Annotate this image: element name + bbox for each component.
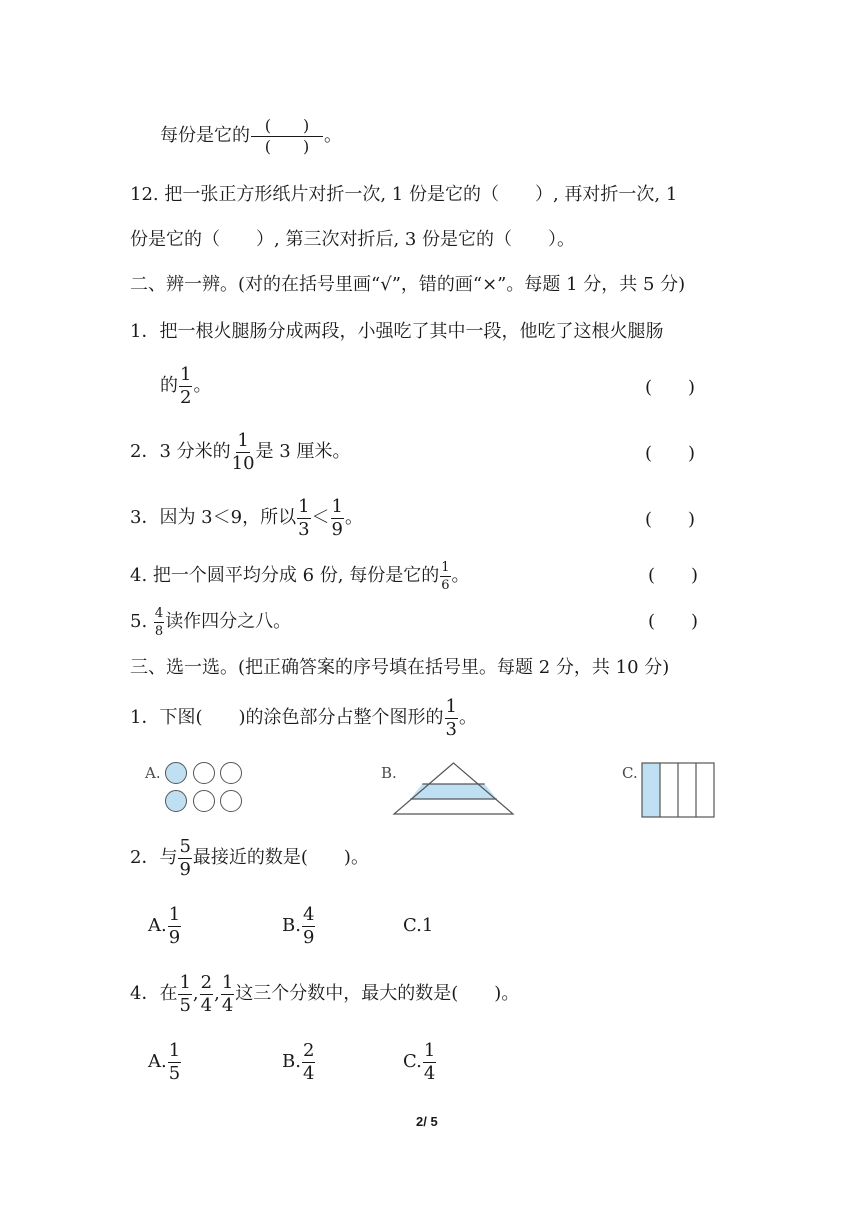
s3-q1: 1．下图( )的涂色部分占整个图形的 $\frac{1}{3}$ 。 [130, 695, 477, 740]
q11-tail [160, 112, 342, 160]
s2-q1-line2: 的 $\frac{1}{2}$ 。 [160, 363, 212, 408]
s2-q4: 4. 把一个圆平均分成 6 份, 每份是它的 $\frac{1}{6}$ 。 [130, 559, 470, 593]
s3-q1-fraction: $\frac{1}{3}$ [445, 695, 457, 740]
s3-q4-option-c[interactable]: C. $\frac{1}{4}$ [403, 1039, 436, 1084]
circle-5 [194, 791, 215, 812]
s3-q2-option-a[interactable]: A. $\frac{1}{9}$ [148, 903, 181, 948]
circle-6 [221, 791, 242, 812]
circle-shaded-1 [166, 763, 187, 784]
s3-q2: 2．与 $\frac{5}{9}$ 最接近的数是( )。 [130, 835, 369, 880]
section3-heading: 三、选一选。(把正确答案的序号填在括号里。每题 2 分，共 10 分) [130, 657, 670, 678]
s3-q2-fraction: $\frac{5}{9}$ [179, 835, 191, 880]
q11-blank-numerator: ( ) [251, 118, 323, 137]
s2-q3-fraction-b: $\frac{1}{9}$ [331, 495, 343, 540]
q11-blank-denominator: ( ) [264, 136, 310, 156]
rectangle-figure[interactable] [641, 762, 717, 820]
s2-q2: 2．3 分米的 $\frac{1}{10}$ 是 3 厘米。 [130, 429, 351, 474]
triangle-figure[interactable] [392, 762, 522, 822]
q11-text: 每份是它的 [160, 125, 250, 146]
s2-q2-fraction: $\frac{1}{10}$ [231, 429, 255, 474]
s2-q5-answer[interactable]: ( ) [648, 611, 699, 632]
s3-q1-label-a: A. [145, 764, 161, 782]
circles-figure[interactable] [160, 760, 250, 820]
s2-q4-fraction: $\frac{1}{6}$ [441, 559, 450, 593]
s2-q1-answer[interactable]: ( ) [645, 377, 696, 398]
circle-3 [221, 763, 242, 784]
s2-q4-answer[interactable]: ( ) [648, 565, 699, 586]
s2-q3-answer[interactable]: ( ) [645, 509, 696, 530]
q12-line2: 份是它的（ ）, 第三次对折后, 3 份是它的（ ）。 [130, 229, 576, 250]
rectangle-shaded-part [642, 763, 660, 817]
triangle-shaded-band [410, 784, 496, 799]
s3-q2-option-c[interactable]: C.1 [403, 915, 434, 936]
circle-shaded-4 [166, 791, 187, 812]
s2-q5-fraction: $\frac{4}{8}$ [154, 605, 164, 639]
s2-q1-line1: 1．把一根火腿肠分成两段，小强吃了其中一段，他吃了这根火腿肠 [130, 321, 664, 342]
s3-q4-option-a[interactable]: A. $\frac{1}{5}$ [148, 1039, 181, 1084]
q12-line1: 12. 把一张正方形纸片对折一次, 1 份是它的（ ）, 再对折一次, 1 [130, 184, 678, 205]
s3-q4: 4．在 $\frac{1}{5}$ , $\frac{2}{4}$ , $\frac{1}{4}$ 这三个分数中，最大的数是( )。 [130, 971, 520, 1016]
s2-q2-answer[interactable]: ( ) [645, 443, 696, 464]
s3-q1-label-c: C. [622, 764, 638, 782]
page-number: 2/ 5 [416, 1114, 438, 1129]
s2-q1-fraction: $\frac{1}{2}$ [180, 363, 192, 408]
s2-q3: 3．因为 3＜9，所以 $\frac{1}{3}$ ＜ $\frac{1}{9}$ 。 [130, 495, 363, 540]
s2-q5: 5. $\frac{4}{8}$ 读作四分之八。 [130, 605, 292, 639]
section2-heading: 二、辨一辨。(对的在括号里画“√”，错的画“×”。每题 1 分，共 5 分) [130, 274, 686, 295]
q11-blank-fraction[interactable] [251, 115, 323, 156]
circle-2 [194, 763, 215, 784]
s3-q1-label-b: B. [381, 764, 397, 782]
s3-q2-option-b[interactable]: B. $\frac{4}{9}$ [282, 903, 315, 948]
q11-end: 。 [324, 125, 342, 146]
s2-q3-fraction-a: $\frac{1}{3}$ [298, 495, 310, 540]
s3-q4-option-b[interactable]: B. $\frac{2}{4}$ [282, 1039, 315, 1084]
